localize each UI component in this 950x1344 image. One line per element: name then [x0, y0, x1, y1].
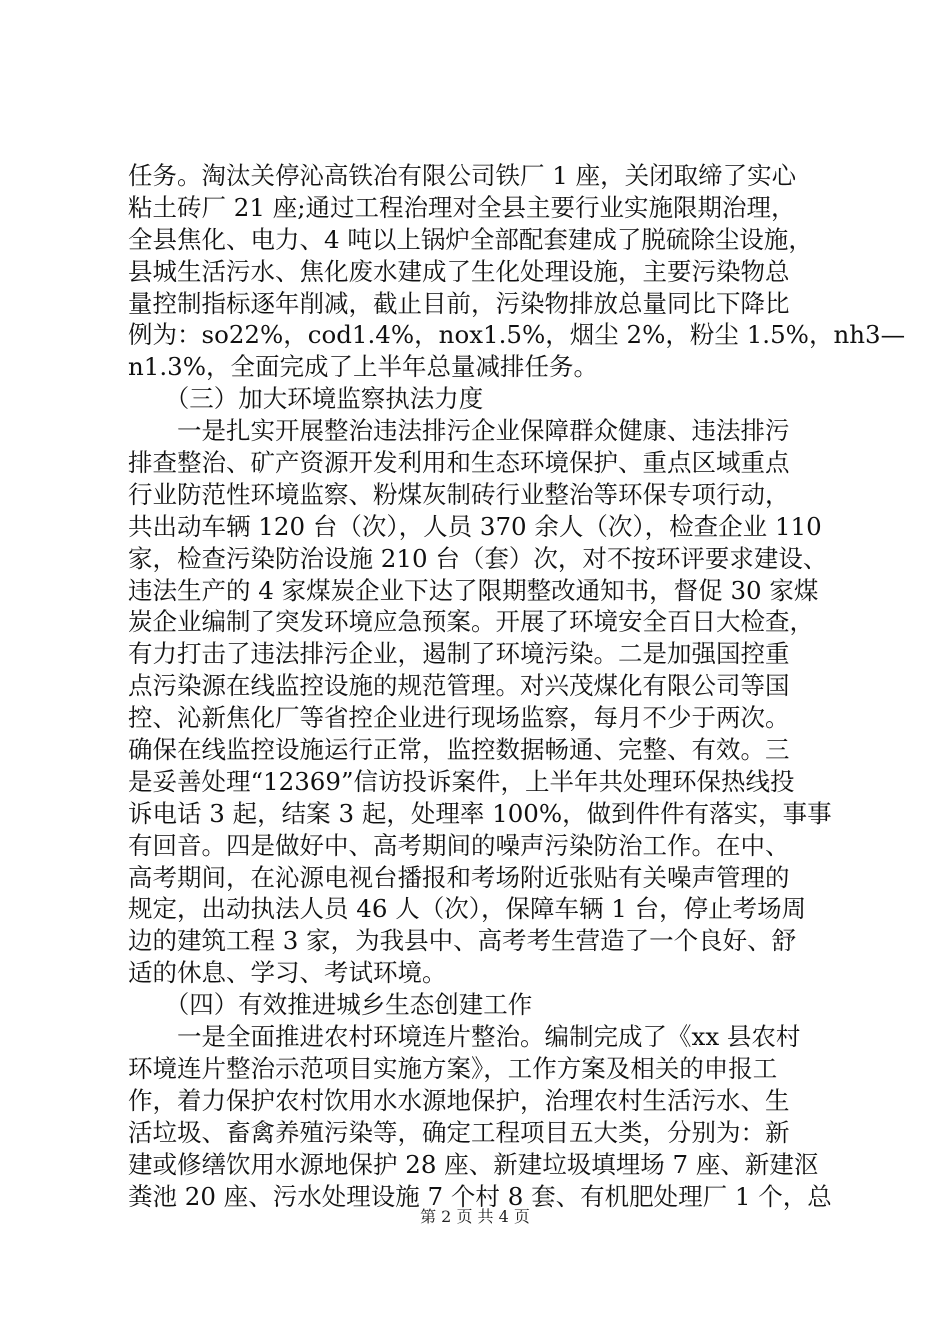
body-text	[128, 160, 906, 1212]
text-line: 行业防范性环境监察、粉煤灰制砖行业整治等环保专项行动，	[128, 479, 790, 509]
text-line: 粘土砖厂 21 座;通过工程治理对全县主要行业实施限期治理，	[128, 192, 796, 222]
text-line: 有力打击了违法排污企业，遏制了环境污染。二是加强国控重	[128, 639, 790, 669]
text-line: 是妥善处理“12369”信访投诉案件，上半年共处理环保热线投	[128, 766, 795, 796]
text-line: 环境连片整治示范项目实施方案》，工作方案及相关的申报工	[128, 1053, 778, 1083]
text-line: 量控制指标逐年削减，截止目前，污染物排放总量同比下降比	[128, 288, 790, 318]
text-line: 点污染源在线监控设施的规范管理。对兴茂煤化有限公司等国	[128, 671, 790, 701]
text-line: 诉电话 3 起，结案 3 起，处理率 100%，做到件件有落实，事事	[128, 798, 832, 828]
text-line: n1.3%，全面完成了上半年总量减排任务。	[128, 352, 599, 382]
text-line: 一是扎实开展整治违法排污企业保障群众健康、违法排污	[128, 416, 790, 446]
text-line: 炭企业编制了突发环境应急预案。开展了环境安全百日大检查，	[128, 607, 814, 637]
text-line: 适的休息、学习、考试环境。	[128, 958, 447, 988]
text-line: 控、沁新焦化厂等省控企业进行现场监察，每月不少于两次。	[128, 703, 790, 733]
text-line: 作，着力保护农村饮用水水源地保护，治理农村生活污水、生	[128, 1085, 790, 1115]
text-line: 活垃圾、畜禽养殖污染等，确定工程项目五大类，分别为：新	[128, 1117, 790, 1147]
text-line: 共出动车辆 120 台（次），人员 370 余人（次），检查企业 110	[128, 511, 822, 541]
section-heading: （四）有效推进城乡生态创建工作	[128, 990, 533, 1020]
text-line: 任务。淘汰关停沁高铁冶有限公司铁厂 1 座，关闭取缔了实心	[128, 161, 797, 190]
text-line: 高考期间，在沁源电视台播报和考场附近张贴有关噪声管理的	[128, 862, 790, 892]
page-number-footer: 第 2 页 共 4 页	[420, 1207, 530, 1226]
text-line: 排查整治、矿产资源开发利用和生态环境保护、重点区域重点	[128, 448, 790, 478]
text-line: 粪池 20 座、污水处理设施 7 个村 8 套、有机肥处理厂 1 个，总	[128, 1181, 832, 1211]
section-heading: （三）加大环境监察执法力度	[128, 384, 484, 414]
text-line: 边的建筑工程 3 家，为我县中、高考考生营造了一个良好、舒	[128, 926, 797, 956]
text-line: 违法生产的 4 家煤炭企业下达了限期整改通知书，督促 30 家煤	[128, 575, 819, 605]
text-line: 规定，出动执法人员 46 人（次），保障车辆 1 台，停止考场周	[128, 894, 807, 924]
text-line: 建或修缮饮用水源地保护 28 座、新建垃圾填埋场 7 座、新建沤	[128, 1149, 819, 1179]
text-line: 例为：so22%，cod1.4%，nox1.5%，烟尘 2%，粉尘 1.5%，nh3—	[128, 320, 906, 350]
text-line: 有回音。四是做好中、高考期间的噪声污染防治工作。在中、	[128, 830, 790, 860]
text-line: 家，检查污染防治设施 210 台（套）次，对不按环评要求建设、	[128, 543, 828, 573]
text-line: 县城生活污水、焦化废水建成了生化处理设施，主要污染物总	[128, 256, 790, 286]
text-line: 一是全面推进农村环境连片整治。编制完成了《xx 县农村	[128, 1022, 801, 1052]
text-line: 确保在线监控设施运行正常，监控数据畅通、完整、有效。三	[128, 735, 790, 765]
text-line: 全县焦化、电力、4 吨以上锅炉全部配套建成了脱硫除尘设施，	[128, 224, 813, 254]
